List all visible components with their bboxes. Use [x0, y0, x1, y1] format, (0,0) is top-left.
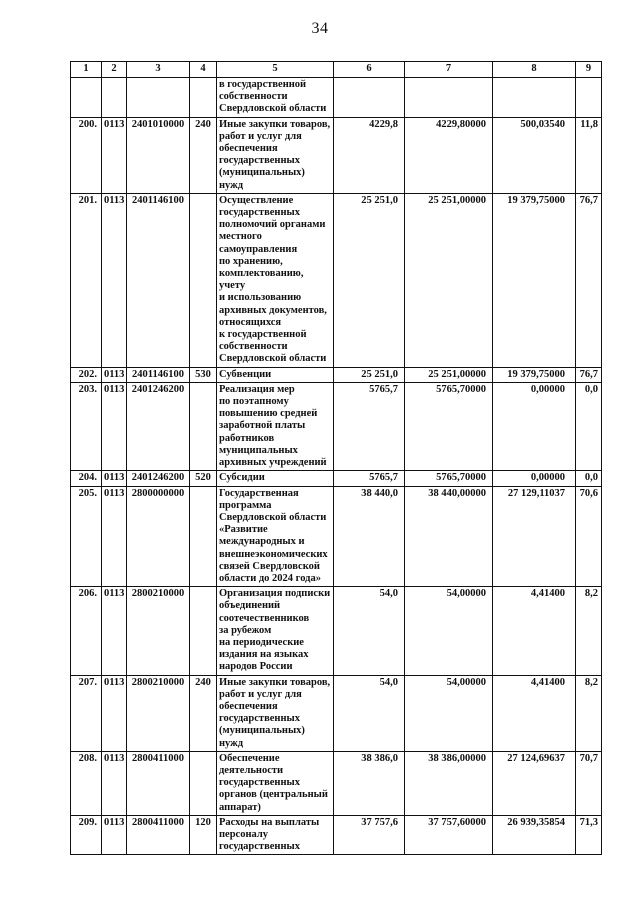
planned-amount-cell: 5765,7 — [334, 382, 405, 470]
approved-amount-cell: 25 251,00000 — [405, 193, 493, 367]
table-row — [71, 471, 602, 486]
executed-amount-cell: 0,00000 — [493, 382, 576, 470]
item-name-cell: Реализация мер по поэтапному повышению средней заработной платы работников муниципальных архивных учреждений — [217, 382, 334, 470]
section-code-cell: 0113 — [102, 471, 127, 486]
item-name-cell: в государственной собственности Свердловской области — [217, 78, 334, 118]
row-number-cell: 207. — [71, 675, 102, 751]
approved-amount-cell: 37 757,60000 — [405, 815, 493, 855]
table-row — [71, 382, 602, 470]
execution-percent-cell — [576, 78, 602, 118]
section-code-cell — [102, 78, 127, 118]
planned-amount-cell: 54,0 — [334, 675, 405, 751]
table-row — [71, 117, 602, 193]
expense-type-cell: 240 — [190, 675, 217, 751]
expense-type-cell — [190, 193, 217, 367]
planned-amount-cell: 54,0 — [334, 587, 405, 675]
row-number-cell: 205. — [71, 486, 102, 587]
planned-amount-cell: 5765,7 — [334, 471, 405, 486]
target-code-cell: 2800411000 — [127, 815, 190, 855]
execution-percent-cell: 0,0 — [576, 471, 602, 486]
row-number-cell: 203. — [71, 382, 102, 470]
target-code-cell: 2401146100 — [127, 367, 190, 382]
row-number-cell — [71, 78, 102, 118]
expense-type-cell: 120 — [190, 815, 217, 855]
target-code-cell: 2401146100 — [127, 193, 190, 367]
approved-amount-cell: 25 251,00000 — [405, 367, 493, 382]
row-number-cell: 208. — [71, 751, 102, 815]
expense-type-cell: 530 — [190, 367, 217, 382]
executed-amount-cell: 500,03540 — [493, 117, 576, 193]
planned-amount-cell: 25 251,0 — [334, 367, 405, 382]
approved-amount-cell: 38 386,00000 — [405, 751, 493, 815]
execution-percent-cell: 70,7 — [576, 751, 602, 815]
column-header: 4 — [190, 62, 217, 78]
approved-amount-cell: 54,00000 — [405, 587, 493, 675]
table-row — [71, 675, 602, 751]
executed-amount-cell: 4,41400 — [493, 675, 576, 751]
table-row — [71, 486, 602, 587]
executed-amount-cell: 0,00000 — [493, 471, 576, 486]
row-number-cell: 209. — [71, 815, 102, 855]
header-row — [71, 62, 602, 78]
expense-type-cell — [190, 486, 217, 587]
column-header: 6 — [334, 62, 405, 78]
execution-percent-cell: 76,7 — [576, 193, 602, 367]
item-name-cell: Осуществление государственных полномочий органами местного самоуправления по хранению, комплектованию, учету и использованию архивных документов, относящихся к государственной собственности Свердловской области — [217, 193, 334, 367]
row-number-cell: 201. — [71, 193, 102, 367]
table-row — [71, 587, 602, 675]
execution-percent-cell: 8,2 — [576, 675, 602, 751]
table-row — [71, 193, 602, 367]
section-code-cell: 0113 — [102, 486, 127, 587]
row-number-cell: 200. — [71, 117, 102, 193]
executed-amount-cell: 4,41400 — [493, 587, 576, 675]
execution-percent-cell: 11,8 — [576, 117, 602, 193]
executed-amount-cell: 27 124,69637 — [493, 751, 576, 815]
approved-amount-cell: 38 440,00000 — [405, 486, 493, 587]
column-header: 9 — [576, 62, 602, 78]
section-code-cell: 0113 — [102, 382, 127, 470]
executed-amount-cell: 26 939,35854 — [493, 815, 576, 855]
expense-type-cell — [190, 751, 217, 815]
approved-amount-cell: 4229,80000 — [405, 117, 493, 193]
planned-amount-cell: 4229,8 — [334, 117, 405, 193]
target-code-cell: 2800000000 — [127, 486, 190, 587]
executed-amount-cell — [493, 78, 576, 118]
column-header: 7 — [405, 62, 493, 78]
expense-type-cell — [190, 382, 217, 470]
column-header: 1 — [71, 62, 102, 78]
approved-amount-cell: 54,00000 — [405, 675, 493, 751]
section-code-cell: 0113 — [102, 675, 127, 751]
table-row — [71, 367, 602, 382]
execution-percent-cell: 71,3 — [576, 815, 602, 855]
section-code-cell: 0113 — [102, 193, 127, 367]
section-code-cell: 0113 — [102, 815, 127, 855]
execution-percent-cell: 8,2 — [576, 587, 602, 675]
item-name-cell: Расходы на выплаты персоналу государственных — [217, 815, 334, 855]
item-name-cell: Организация подписки объединений соотечественников за рубежом на периодические издания на языках народов России — [217, 587, 334, 675]
section-code-cell: 0113 — [102, 367, 127, 382]
column-header: 3 — [127, 62, 190, 78]
row-number-cell: 204. — [71, 471, 102, 486]
execution-percent-cell: 70,6 — [576, 486, 602, 587]
section-code-cell: 0113 — [102, 587, 127, 675]
expense-type-cell: 240 — [190, 117, 217, 193]
planned-amount-cell: 38 440,0 — [334, 486, 405, 587]
expense-type-cell: 520 — [190, 471, 217, 486]
executed-amount-cell: 27 129,11037 — [493, 486, 576, 587]
approved-amount-cell: 5765,70000 — [405, 471, 493, 486]
item-name-cell: Иные закупки товаров, работ и услуг для обеспечения государственных (муниципальных) нужд — [217, 675, 334, 751]
target-code-cell: 2800210000 — [127, 587, 190, 675]
row-number-cell: 202. — [71, 367, 102, 382]
planned-amount-cell: 25 251,0 — [334, 193, 405, 367]
executed-amount-cell: 19 379,75000 — [493, 193, 576, 367]
expense-type-cell — [190, 587, 217, 675]
approved-amount-cell — [405, 78, 493, 118]
target-code-cell: 2800210000 — [127, 675, 190, 751]
target-code-cell: 2401246200 — [127, 382, 190, 470]
execution-percent-cell: 76,7 — [576, 367, 602, 382]
row-number-cell: 206. — [71, 587, 102, 675]
section-code-cell: 0113 — [102, 117, 127, 193]
column-header: 5 — [217, 62, 334, 78]
page-number: 34 — [311, 20, 329, 37]
item-name-cell: Субсидии — [217, 471, 334, 486]
expense-type-cell — [190, 78, 217, 118]
column-header: 2 — [102, 62, 127, 78]
executed-amount-cell: 19 379,75000 — [493, 367, 576, 382]
target-code-cell: 2401246200 — [127, 471, 190, 486]
section-code-cell: 0113 — [102, 751, 127, 815]
item-name-cell: Обеспечение деятельности государственных органов (центральный аппарат) — [217, 751, 334, 815]
table-row — [71, 78, 602, 118]
table-row — [71, 751, 602, 815]
planned-amount-cell — [334, 78, 405, 118]
planned-amount-cell: 37 757,6 — [334, 815, 405, 855]
table-row — [71, 815, 602, 855]
item-name-cell: Иные закупки товаров, работ и услуг для обеспечения государственных (муниципальных) нужд — [217, 117, 334, 193]
budget-table — [70, 61, 602, 855]
planned-amount-cell: 38 386,0 — [334, 751, 405, 815]
column-header: 8 — [493, 62, 576, 78]
target-code-cell: 2401010000 — [127, 117, 190, 193]
approved-amount-cell: 5765,70000 — [405, 382, 493, 470]
target-code-cell — [127, 78, 190, 118]
item-name-cell: Субвенции — [217, 367, 334, 382]
target-code-cell: 2800411000 — [127, 751, 190, 815]
execution-percent-cell: 0,0 — [576, 382, 602, 470]
item-name-cell: Государственная программа Свердловской области «Развитие международных и внешнеэкономических связей Свердловской области до 2024 года» — [217, 486, 334, 587]
